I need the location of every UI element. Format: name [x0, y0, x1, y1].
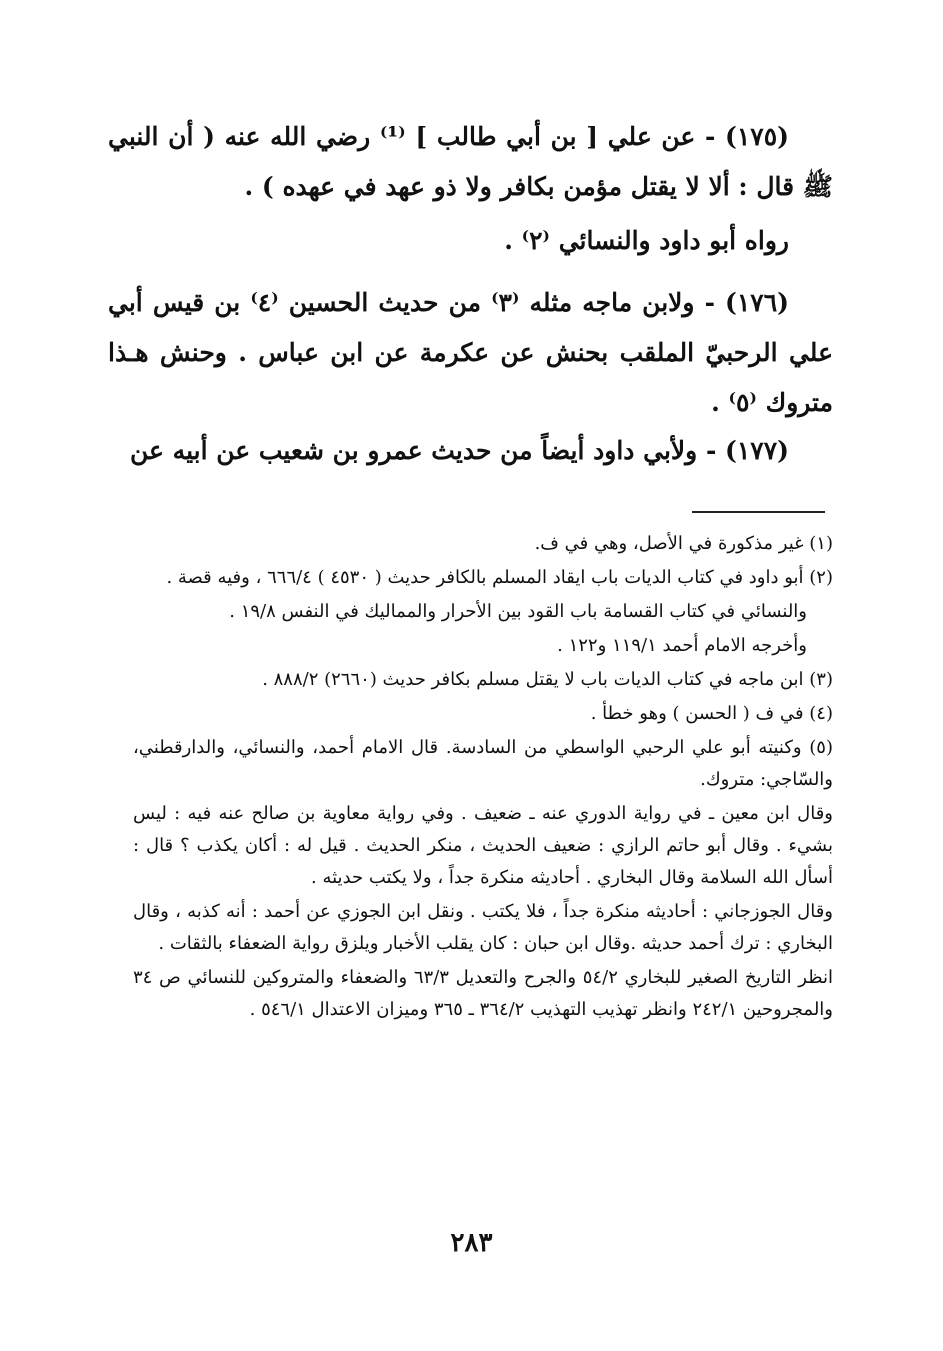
- footnote-2-nasai: والنسائي في كتاب القسامة باب القود بين الأحرار والمماليك في النفس ١٩/٨ .: [229, 601, 807, 622]
- hadith-175: (١٧٥) - عن علي [ بن أبي طالب ] ⁽¹⁾ رضي الله عنه ( أن النبي ﷺ قال : ألا لا يقتل مؤمن بكافر ولا ذو عهد في عهده ) .: [108, 122, 833, 201]
- footnote-4: (٤) في ف ( الحسن ) وهو خطأ .: [590, 703, 833, 724]
- footnote-5: (٥) وكنيته أبو علي الرحبي الواسطي من السادسة. قال الامام أحمد، والنسائي، والدارقطني، والسّاجي: متروك.: [133, 737, 833, 790]
- footnote-3: (٣) ابن ماجه في كتاب الديات باب لا يقتل مسلم بكافر حديث (٢٦٦٠) ٨٨٨/٢ .: [262, 669, 833, 690]
- hadith-177: (١٧٧) - ولأبي داود أيضاً من حديث عمرو بن شعيب عن أبيه عن: [130, 436, 789, 465]
- hadith-175-source: رواه أبو داود والنسائي ⁽٢⁾ .: [504, 226, 789, 255]
- footnote-2: (٢) أبو داود في كتاب الديات باب ايقاد المسلم بالكافر حديث ( ٤٥٣٠ ) ٦٦٦/٤ ، وفيه قصة .: [166, 567, 833, 588]
- footnote-5-ibn-maeen: وقال ابن معين ـ في رواية الدوري عنه ـ ضعيف . وفي رواية معاوية بن صالح عنه فيه : ليس بشيء . وقال أبو حاتم الرازي : ضعيف الحديث ، منكر الحديث . قيل له : أكان يكذب ؟ قال : أسأل الله السلامة وقال البخاري . أحاديثه منكرة جداً ، ولا يكتب حديثه .: [133, 803, 833, 888]
- footnotes: [133, 528, 833, 1028]
- hadith-176: (١٧٦) - ولابن ماجه مثله ⁽٣⁾ من حديث الحسين ⁽٤⁾ بن قيس أبي علي الرحبيّ الملقب بحنش عن عكرمة عن ابن عباس . وحنش هـذا متروك ⁽٥⁾ .: [108, 288, 833, 417]
- footnote-1: (١) غير مذكورة في الأصل، وهي في ف.: [534, 533, 833, 554]
- footnote-divider: [692, 511, 825, 513]
- page-number: ٢٨٣: [450, 1228, 493, 1258]
- footnote-5-jawzajani: وقال الجوزجاني : أحاديثه منكرة جداً ، فلا يكتب . ونقل ابن الجوزي عن أحمد : أنه كذبه ، وقال البخاري : ترك أحمد حديثه .وقال ابن حبان : كان يقلب الأخبار ويلزق رواية الضعفاء بالثقات .: [133, 901, 833, 954]
- footnote-2-ahmad: وأخرجه الامام أحمد ١١٩/١ و١٢٢ .: [557, 635, 807, 656]
- footnote-5-references: انظر التاريخ الصغير للبخاري ٥٤/٢ والجرح والتعديل ٦٣/٣ والضعفاء والمتروكين للنسائي ص ٣٤ والمجروحين ٢٤٢/١ وانظر تهذيب التهذيب ٣٦٤/٢ ـ ٣٦٥ وميزان الاعتدال ٥٤٦/١ .: [133, 967, 833, 1020]
